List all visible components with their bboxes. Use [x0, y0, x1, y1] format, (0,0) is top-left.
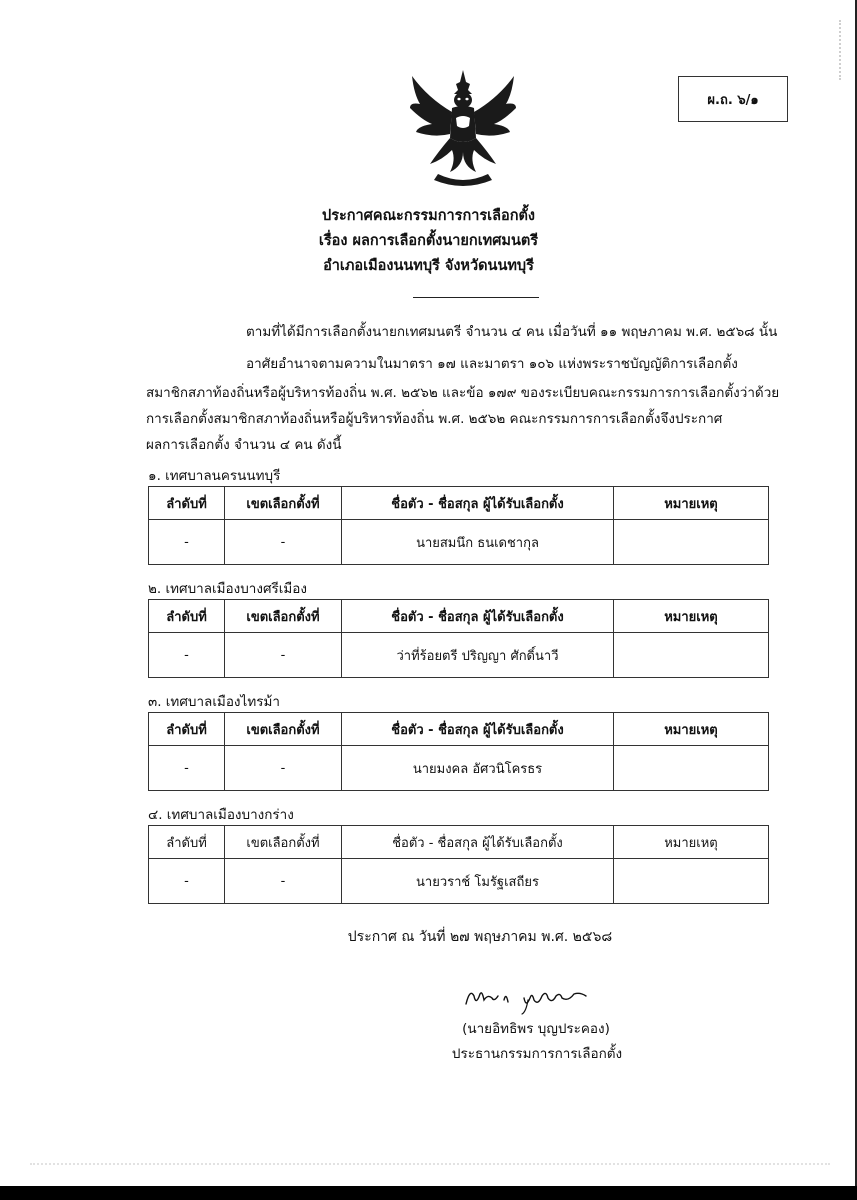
result-table	[148, 825, 769, 904]
title-line-1: ประกาศคณะกรรมการการเลือกตั้ง	[321, 208, 535, 224]
signer-position: ประธานกรรมการการเลือกตั้ง	[451, 1046, 623, 1062]
header-district: เขตเลือกตั้งที่	[225, 487, 342, 520]
cell-district: -	[225, 746, 342, 791]
cell-note	[614, 520, 769, 565]
header-order: ลำดับที่	[149, 713, 225, 746]
table-row	[149, 859, 769, 904]
header-name: ชื่อตัว - ชื่อสกุล ผู้ได้รับเลือกตั้ง	[342, 487, 614, 520]
header-note: หมายเหตุ	[614, 713, 769, 746]
cell-order: -	[149, 520, 225, 565]
table-header-row	[149, 826, 769, 859]
header-district: เขตเลือกตั้งที่	[225, 713, 342, 746]
cell-district: -	[225, 520, 342, 565]
section-heading: ๑. เทศบาลนครนนทบุรี	[148, 468, 281, 484]
header-order: ลำดับที่	[149, 600, 225, 633]
cell-note	[614, 633, 769, 678]
header-name: ชื่อตัว - ชื่อสกุล ผู้ได้รับเลือกตั้ง	[342, 600, 614, 633]
result-table	[148, 486, 769, 565]
intro-line-2: อาศัยอำนาจตามความในมาตรา ๑๗ และมาตรา ๑๐๖ แห่งพระราชบัญญัติการเลือกตั้ง	[246, 356, 738, 372]
handwritten-signature	[462, 982, 592, 1016]
intro-line-4: การเลือกตั้งสมาชิกสภาท้องถิ่นหรือผู้บริหารท้องถิ่น พ.ศ. ๒๕๖๒ คณะกรรมการการเลือกตั้งจึงประกาศ	[146, 411, 723, 427]
intro-line-5: ผลการเลือกตั้ง จำนวน ๔ คน ดังนี้	[146, 437, 342, 453]
table-row	[149, 746, 769, 791]
cell-note	[614, 746, 769, 791]
section-heading: ๔. เทศบาลเมืองบางกร่าง	[148, 807, 294, 823]
header-note: หมายเหตุ	[614, 826, 769, 859]
header-name: ชื่อตัว - ชื่อสกุล ผู้ได้รับเลือกตั้ง	[342, 826, 614, 859]
signer-name: (นายอิทธิพร บุญประคอง)	[462, 1021, 610, 1037]
cell-name: นายวราช์ โมรัฐเสถียร	[342, 859, 614, 904]
header-note: หมายเหตุ	[614, 600, 769, 633]
section-heading: ๓. เทศบาลเมืองไทรม้า	[148, 694, 280, 710]
header-district: เขตเลือกตั้งที่	[225, 826, 342, 859]
result-table	[148, 712, 769, 791]
cell-name: นายสมนึก ธนเดชากุล	[342, 520, 614, 565]
header-order: ลำดับที่	[149, 487, 225, 520]
cell-name: นายมงคล อัศวนิโครธร	[342, 746, 614, 791]
cell-district: -	[225, 633, 342, 678]
cell-order: -	[149, 746, 225, 791]
table-header-row	[149, 487, 769, 520]
header-name: ชื่อตัว - ชื่อสกุล ผู้ได้รับเลือกตั้ง	[342, 713, 614, 746]
cell-order: -	[149, 633, 225, 678]
intro-line-1: ตามที่ได้มีการเลือกตั้งนายกเทศมนตรี จำนวน ๔ คน เมื่อวันที่ ๑๑ พฤษภาคม พ.ศ. ๒๕๖๘ นั้น	[246, 324, 778, 340]
scan-edge-marks	[839, 20, 847, 80]
table-row	[149, 633, 769, 678]
cell-district: -	[225, 859, 342, 904]
table-header-row	[149, 713, 769, 746]
form-code-box: ผ.ถ. ๖/๑	[678, 76, 788, 122]
title-line-2: เรื่อง ผลการเลือกตั้งนายกเทศมนตรี	[318, 233, 539, 249]
scan-bottom-marks	[30, 1163, 830, 1165]
title-line-3: อำเภอเมืองนนทบุรี จังหวัดนนทบุรี	[323, 258, 534, 274]
cell-order: -	[149, 859, 225, 904]
bottom-border	[0, 1186, 857, 1200]
table-header-row	[149, 600, 769, 633]
garuda-emblem-icon	[408, 68, 518, 193]
table-row	[149, 520, 769, 565]
result-table	[148, 599, 769, 678]
header-note: หมายเหตุ	[614, 487, 769, 520]
header-order: ลำดับที่	[149, 826, 225, 859]
header-district: เขตเลือกตั้งที่	[225, 600, 342, 633]
title-divider	[413, 297, 539, 298]
intro-line-3: สมาชิกสภาท้องถิ่นหรือผู้บริหารท้องถิ่น พ.ศ. ๒๕๖๒ และข้อ ๑๗๙ ของระเบียบคณะกรรมการการเลือกตั้งว่าด้วย	[146, 385, 780, 401]
announcement-date: ประกาศ ณ วันที่ ๒๗ พฤษภาคม พ.ศ. ๒๕๖๘	[347, 929, 613, 945]
section-heading: ๒. เทศบาลเมืองบางศรีเมือง	[148, 581, 307, 597]
cell-note	[614, 859, 769, 904]
cell-name: ว่าที่ร้อยตรี ปริญญา ศักดิ์นาวี	[342, 633, 614, 678]
